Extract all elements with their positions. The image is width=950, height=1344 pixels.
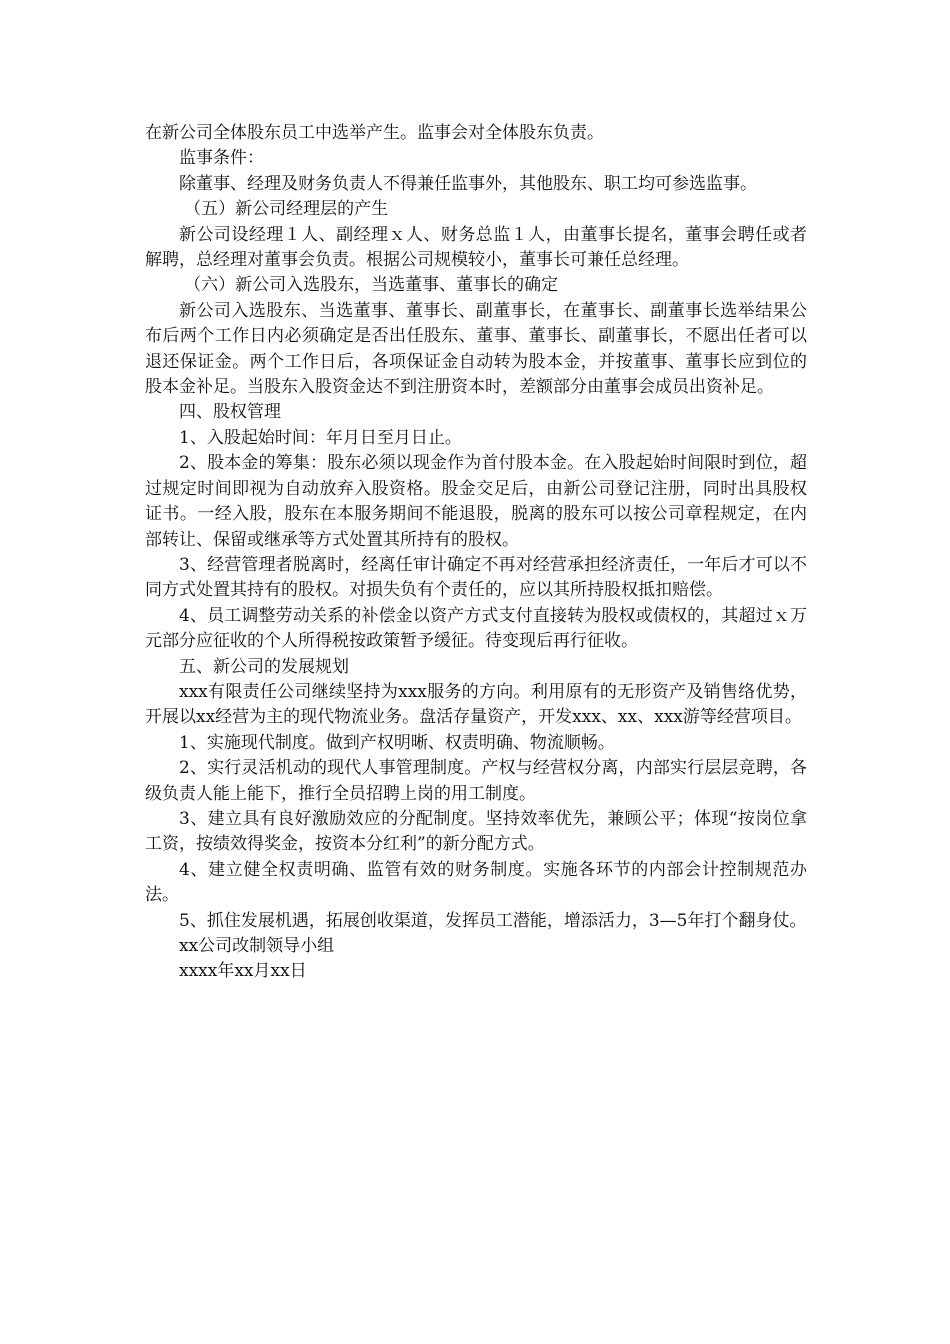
paragraph-shareholder-confirmation: 新公司入选股东、当选董事、董事长、副董事长，在董事长、副董事长选举结果公布后两个工作日内必须确定是否出任股东、董事、董事长、副董事长，不愿出任者可以退还保证金。两个工作日后，各项保证金自动转为股本金，并按董事、董事长应到位的股本金补足。当股东入股资金达不到注册资本时，差额部分由董事会成员出资补足。	[145, 300, 807, 398]
list-item-3: 3、经营管理者脱离时，经离任审计确定不再对经营承担经济责任，一年后才可以不同方式处置其持有的股权。对损失负有个责任的，应以其所持股权抵扣赔偿。	[145, 554, 807, 601]
plan-item-2: 2、实行灵活机动的现代人事管理制度。产权与经营权分离，内部实行层层竞聘，各级负责人能上能下，推行全员招聘上岗的用工制度。	[145, 758, 807, 804]
list-item-4: 4、员工调整劳动关系的补偿金以资产方式支付直接转为股权或债权的，其超过ｘ万元部分应征收的个人所得税按政策暂予缓征。待变现后再行征收。	[145, 605, 807, 652]
paragraph-supervisor-election: 在新公司全体股东员工中选举产生。监事会对全体股东负责。	[145, 123, 604, 143]
document-body	[145, 121, 807, 985]
plan-item-4: 4、建立健全权责明确、监管有效的财务制度。实施各环节的内部会计控制规范办法。	[145, 859, 807, 906]
heading-supervisor-conditions: 监事条件：	[179, 148, 264, 169]
plan-item-1: 1、实施现代制度。做到产权明晰、权责明确、物流顺畅。	[179, 732, 615, 753]
paragraph-management: 新公司设经理１人、副经理ｘ人、财务总监１人，由董事长提名，董事会聘任或者解聘，总经理对董事会负责。根据公司规模较小，董事长可兼任总经理。	[145, 224, 807, 271]
heading-section-5: （五）新公司经理层的产生	[184, 199, 389, 220]
plan-item-3: 3、建立具有良好激励效应的分配制度。坚持效率优先，兼顾公平；体现“按岗位拿工资，按绩效得奖金，按资本分红利”的新分配方式。	[145, 808, 807, 855]
list-item-1: 1、入股起始时间：年月日至月日止。	[179, 427, 462, 448]
heading-section-6: （六）新公司入选股东，当选董事、董事长的确定	[184, 275, 559, 296]
list-item-2: 2、股本金的筹集：股东必须以现金作为首付股本金。在入股起始时间限时到位，超过规定时间即视为自动放弃入股资格。股金交足后，由新公司登记注册，同时出具股权证书。一经入股，股东在本服务期间不能退股，脱离的股东可以按公司章程规定，在内部转让、保留或继承等方式处置其所持有的股权。	[145, 453, 807, 550]
heading-development-plan: 五、新公司的发展规划	[179, 656, 349, 677]
paragraph-development-direction: xxx有限责任公司继续坚持为xxx服务的方向。利用原有的无形资产及销售络优势，开展以xx经营为主的现代物流业务。盘活存量资产，开发xxx、xx、xxx游等经营项目。	[145, 681, 807, 728]
plan-item-5: 5、抓住发展机遇，拓展创收渠道，发挥员工潜能，增添活力，3—5年打个翻身仗。	[179, 910, 807, 931]
signature-date: xxxx年xx月xx日	[179, 961, 307, 982]
paragraph-supervisor-conditions: 除董事、经理及财务负责人不得兼任监事外，其他股东、职工均可参选监事。	[179, 173, 757, 194]
heading-equity-management: 四、股权管理	[179, 402, 281, 423]
signature-group: xx公司改制领导小组	[179, 936, 335, 956]
